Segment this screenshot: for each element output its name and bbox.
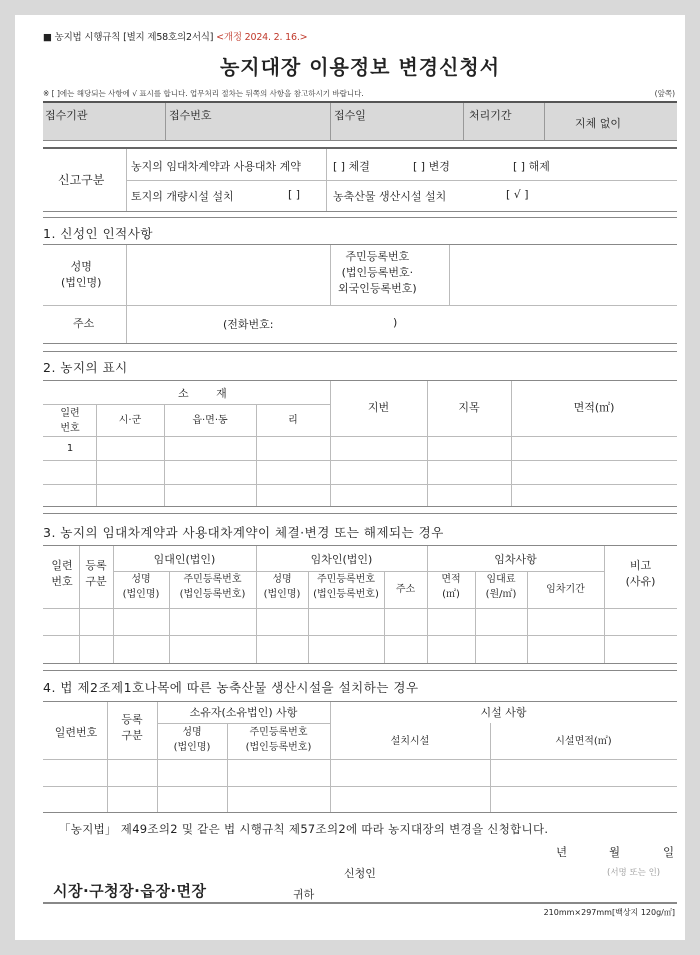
lessor-name-header: 성명 (법인명) — [122, 574, 160, 600]
land-improvement-checkbox[interactable]: [ ] — [288, 188, 301, 201]
section1-title: 1. 신성인 인적사항 — [43, 226, 153, 241]
form-legal-reference: ■ 농지법 시행규칙 [별지 제58호의2서식] — [43, 32, 214, 43]
ri-header: 리 — [288, 415, 298, 426]
lease-contract-label: 농지의 임대차계약과 사용대차 계약 — [131, 160, 301, 173]
form-sheet — [15, 15, 685, 940]
location-header: 소 재 — [178, 387, 239, 400]
lot-number-header: 지번 — [367, 401, 390, 414]
revision-date: <개정 2024. 2. 16.> — [216, 32, 308, 43]
lease-serial-header: 일련 번호 — [51, 559, 73, 588]
processing-period-label: 처리기간 — [469, 109, 512, 122]
lessee-address-header: 주소 — [395, 584, 416, 595]
declaration-text: 「농지법」 제49조의2 및 같은 법 시행규칙 제57조의2에 따라 농지대장의 변경을 신청합니다. — [59, 822, 549, 836]
city-header: 시·군 — [118, 415, 142, 426]
option-terminate[interactable]: [ ] 해제 — [513, 160, 550, 173]
date-year-label: 년 — [556, 845, 568, 859]
lease-info-header: 임차사항 — [494, 553, 537, 566]
applicant-id-label: 주민등록번호 (법인등록번호· 외국인등록번호) — [338, 250, 417, 295]
land-row-1-serial: 1 — [66, 443, 74, 454]
lessee-header: 임차인(법인) — [310, 553, 373, 566]
facility-installation-label: 농축산물 생산시설 설치 — [333, 190, 447, 203]
option-conclude[interactable]: [ ] 체결 — [333, 160, 370, 173]
land-area-header: 면적(㎡) — [573, 401, 615, 414]
rent-header: 임대료 (원/㎡) — [485, 574, 517, 600]
land-improvement-label: 토지의 개량시설 설치 — [131, 190, 234, 203]
receipt-number-label: 접수번호 — [169, 109, 212, 122]
town-header: 읍·면·동 — [192, 415, 228, 426]
section4-title: 4. 법 제2조제1호나목에 따른 농축산물 생산시설을 설치하는 경우 — [43, 680, 419, 695]
facility-serial-header: 일련번호 — [54, 726, 98, 739]
receipt-date-label: 접수일 — [334, 109, 366, 122]
date-day-label: 일 — [663, 845, 675, 859]
signature-hint: (서명 또는 인) — [607, 868, 661, 878]
installed-facility-header: 설치시설 — [390, 736, 430, 747]
applicant-phone-close: ) — [393, 316, 398, 329]
owner-name-header: 성명 (법인명) — [173, 727, 211, 753]
lease-note-header: 비고 (사유) — [625, 559, 656, 588]
land-serial-header: 일련 번호 — [60, 408, 80, 434]
paper-spec: 210mm×297mm[백상지 120g/㎡] — [543, 908, 675, 917]
processing-period-value: 지체 없이 — [575, 117, 622, 130]
facility-installation-checkbox[interactable]: [ √ ] — [506, 188, 529, 201]
date-month-label: 월 — [609, 845, 621, 859]
lease-period-header: 임차기간 — [546, 584, 585, 595]
option-change[interactable]: [ ] 변경 — [413, 160, 450, 173]
applicant-phone-label: (전화번호: — [223, 318, 274, 331]
lessor-header: 임대인(법인) — [153, 553, 216, 566]
section3-title: 3. 농지의 임대차계약과 사용대차계약이 체결·변경 또는 해제되는 경우 — [43, 525, 444, 540]
section2-title: 2. 농지의 표시 — [43, 360, 128, 375]
request-type-label: 신고구분 — [58, 173, 105, 187]
receipt-bar — [43, 101, 677, 141]
facility-reg-type-header: 등록 구분 — [121, 713, 143, 742]
lease-area-header: 면적 (㎡) — [441, 574, 461, 600]
applicant-label: 신청인 — [344, 867, 376, 880]
facility-info-header: 시설 사항 — [480, 706, 527, 719]
facility-area-header: 시설면적(㎡) — [555, 736, 612, 747]
lease-reg-type-header: 등록 구분 — [85, 559, 107, 588]
applicant-name-label: 성명 (법인명) — [61, 260, 102, 289]
page-title: 농지대장 이용정보 변경신청서 — [219, 55, 501, 79]
owner-id-header: 주민등록번호 (법인등록번호) — [245, 727, 312, 753]
receipt-agency-label: 접수기관 — [45, 109, 88, 122]
land-category-header: 지목 — [458, 401, 480, 414]
form-header — [43, 29, 307, 43]
page-side-label: (앞쪽) — [654, 89, 675, 98]
addressee-suffix: 귀하 — [293, 888, 315, 901]
lessor-id-header: 주민등록번호 (법인등록번호) — [179, 574, 246, 600]
applicant-address-label: 주소 — [73, 317, 95, 330]
lessee-id-header: 주민등록번호 (법인등록번호) — [313, 574, 379, 600]
lessee-name-header: 성명 (법인명) — [263, 574, 301, 600]
instruction-note: ※ [ ]에는 해당되는 사항에 √ 표시를 합니다. 업무처리 절차는 뒤쪽의 사항을 참고하시기 바랍니다. — [43, 89, 364, 98]
owner-header: 소유자(소유법인) 사항 — [189, 706, 298, 719]
addressee: 시장·구청장·읍장·면장 — [53, 882, 207, 900]
